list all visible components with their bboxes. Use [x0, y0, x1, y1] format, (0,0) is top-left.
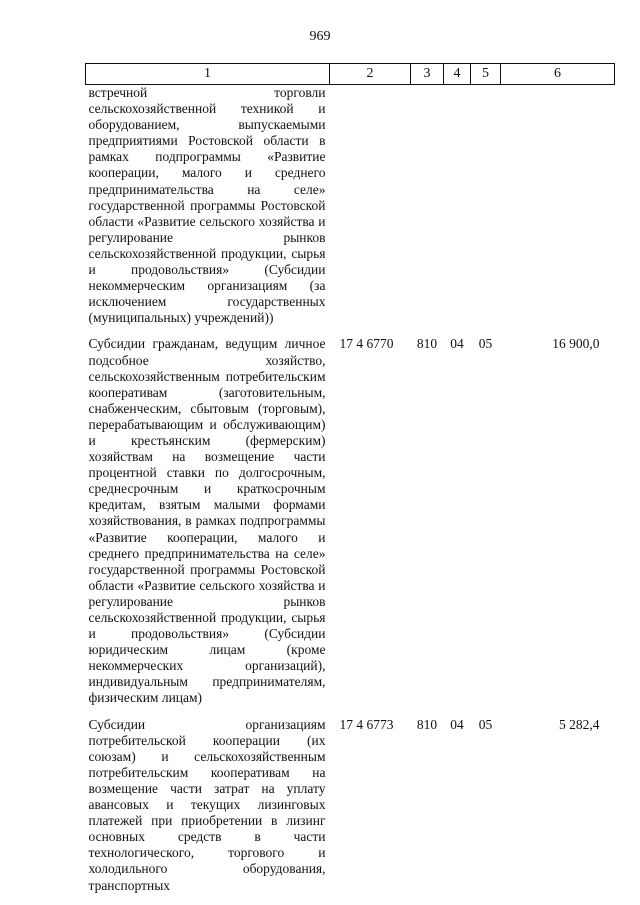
- row-section: 04: [450, 716, 464, 732]
- row-expense-type: 810: [416, 336, 438, 352]
- row-description: встречной торговли сельскохозяйственной техникой и оборудованием, выпускаемыми предприятиями Ростовской области в рамках подпрограммы «Развитие кооперации, малого и среднего предпринимательства на селе» государственной программы Ростовской области «Развитие сельского хозяйства и регулирование рынков сельскохозяйственной продукции, сырья и продовольствия» (Субсидии некоммерческим организациям (за исключением государственных (муниципальных) учреждений)): [88, 85, 326, 326]
- budget-table: [85, 63, 615, 894]
- table-row: [86, 717, 615, 894]
- row-section: 04: [450, 336, 464, 352]
- table-row: [86, 336, 615, 706]
- row-expense-type: [411, 85, 444, 327]
- table-row: [86, 85, 615, 327]
- header-col-4: 4: [444, 64, 471, 85]
- header-col-1: 1: [86, 64, 330, 85]
- row-target-code: 17 4 6773: [339, 716, 394, 732]
- row-spacer: [86, 326, 615, 336]
- row-subsection: 05: [478, 716, 493, 732]
- row-description: Субсидии гражданам, ведущим личное подсобное хозяйство, сельскохозяйственным потребительским кооперативам (заготовительным, снабженческим, сбытовым (торговым), перерабатывающим и обслуживающим) и крестьянским (фермерским) хозяйствам на возмещение части процентной ставки по долгосрочным, среднесрочным и краткосрочным кредитам, взятым малыми формами хозяйствования, в рамках подпрограммы «Развитие кооперации, малого и среднего предпринимательства на селе» государственной программы Ростовской области «Развитие сельского хозяйства и регулирование рынков сельскохозяйственной продукции, сырья и продовольствия» (Субсидии юридическим лицам (кроме некоммерческих организаций), индивидуальным предпринимателям, физическим лицам): [88, 336, 326, 706]
- header-row: [86, 64, 615, 85]
- table-body: [86, 85, 615, 894]
- row-section: [444, 85, 471, 327]
- header-col-2: 2: [330, 64, 411, 85]
- row-subsection: [471, 85, 501, 327]
- row-amount: 5 282,4: [559, 716, 600, 732]
- table-header: [86, 64, 615, 85]
- page-number: 969: [309, 29, 331, 44]
- row-subsection: 05: [478, 336, 493, 352]
- header-col-5: 5: [471, 64, 501, 85]
- row-target-code: [330, 85, 411, 327]
- header-col-3: 3: [411, 64, 444, 85]
- row-target-code: 17 4 6770: [339, 336, 394, 352]
- row-amount: 16 900,0: [552, 336, 600, 352]
- row-amount: [501, 85, 615, 327]
- header-col-6: 6: [501, 64, 615, 85]
- row-spacer: [86, 707, 615, 717]
- row-expense-type: 810: [416, 716, 438, 732]
- row-description: Субсидии организациям потребительской кооперации (их союзам) и сельскохозяйственным потребительским кооперативам на возмещение части затрат на уплату авансовых и текущих лизинговых платежей при приобретении в лизинг основных средств в части технологического, торгового и холодильного оборудования, транспортных: [88, 716, 326, 893]
